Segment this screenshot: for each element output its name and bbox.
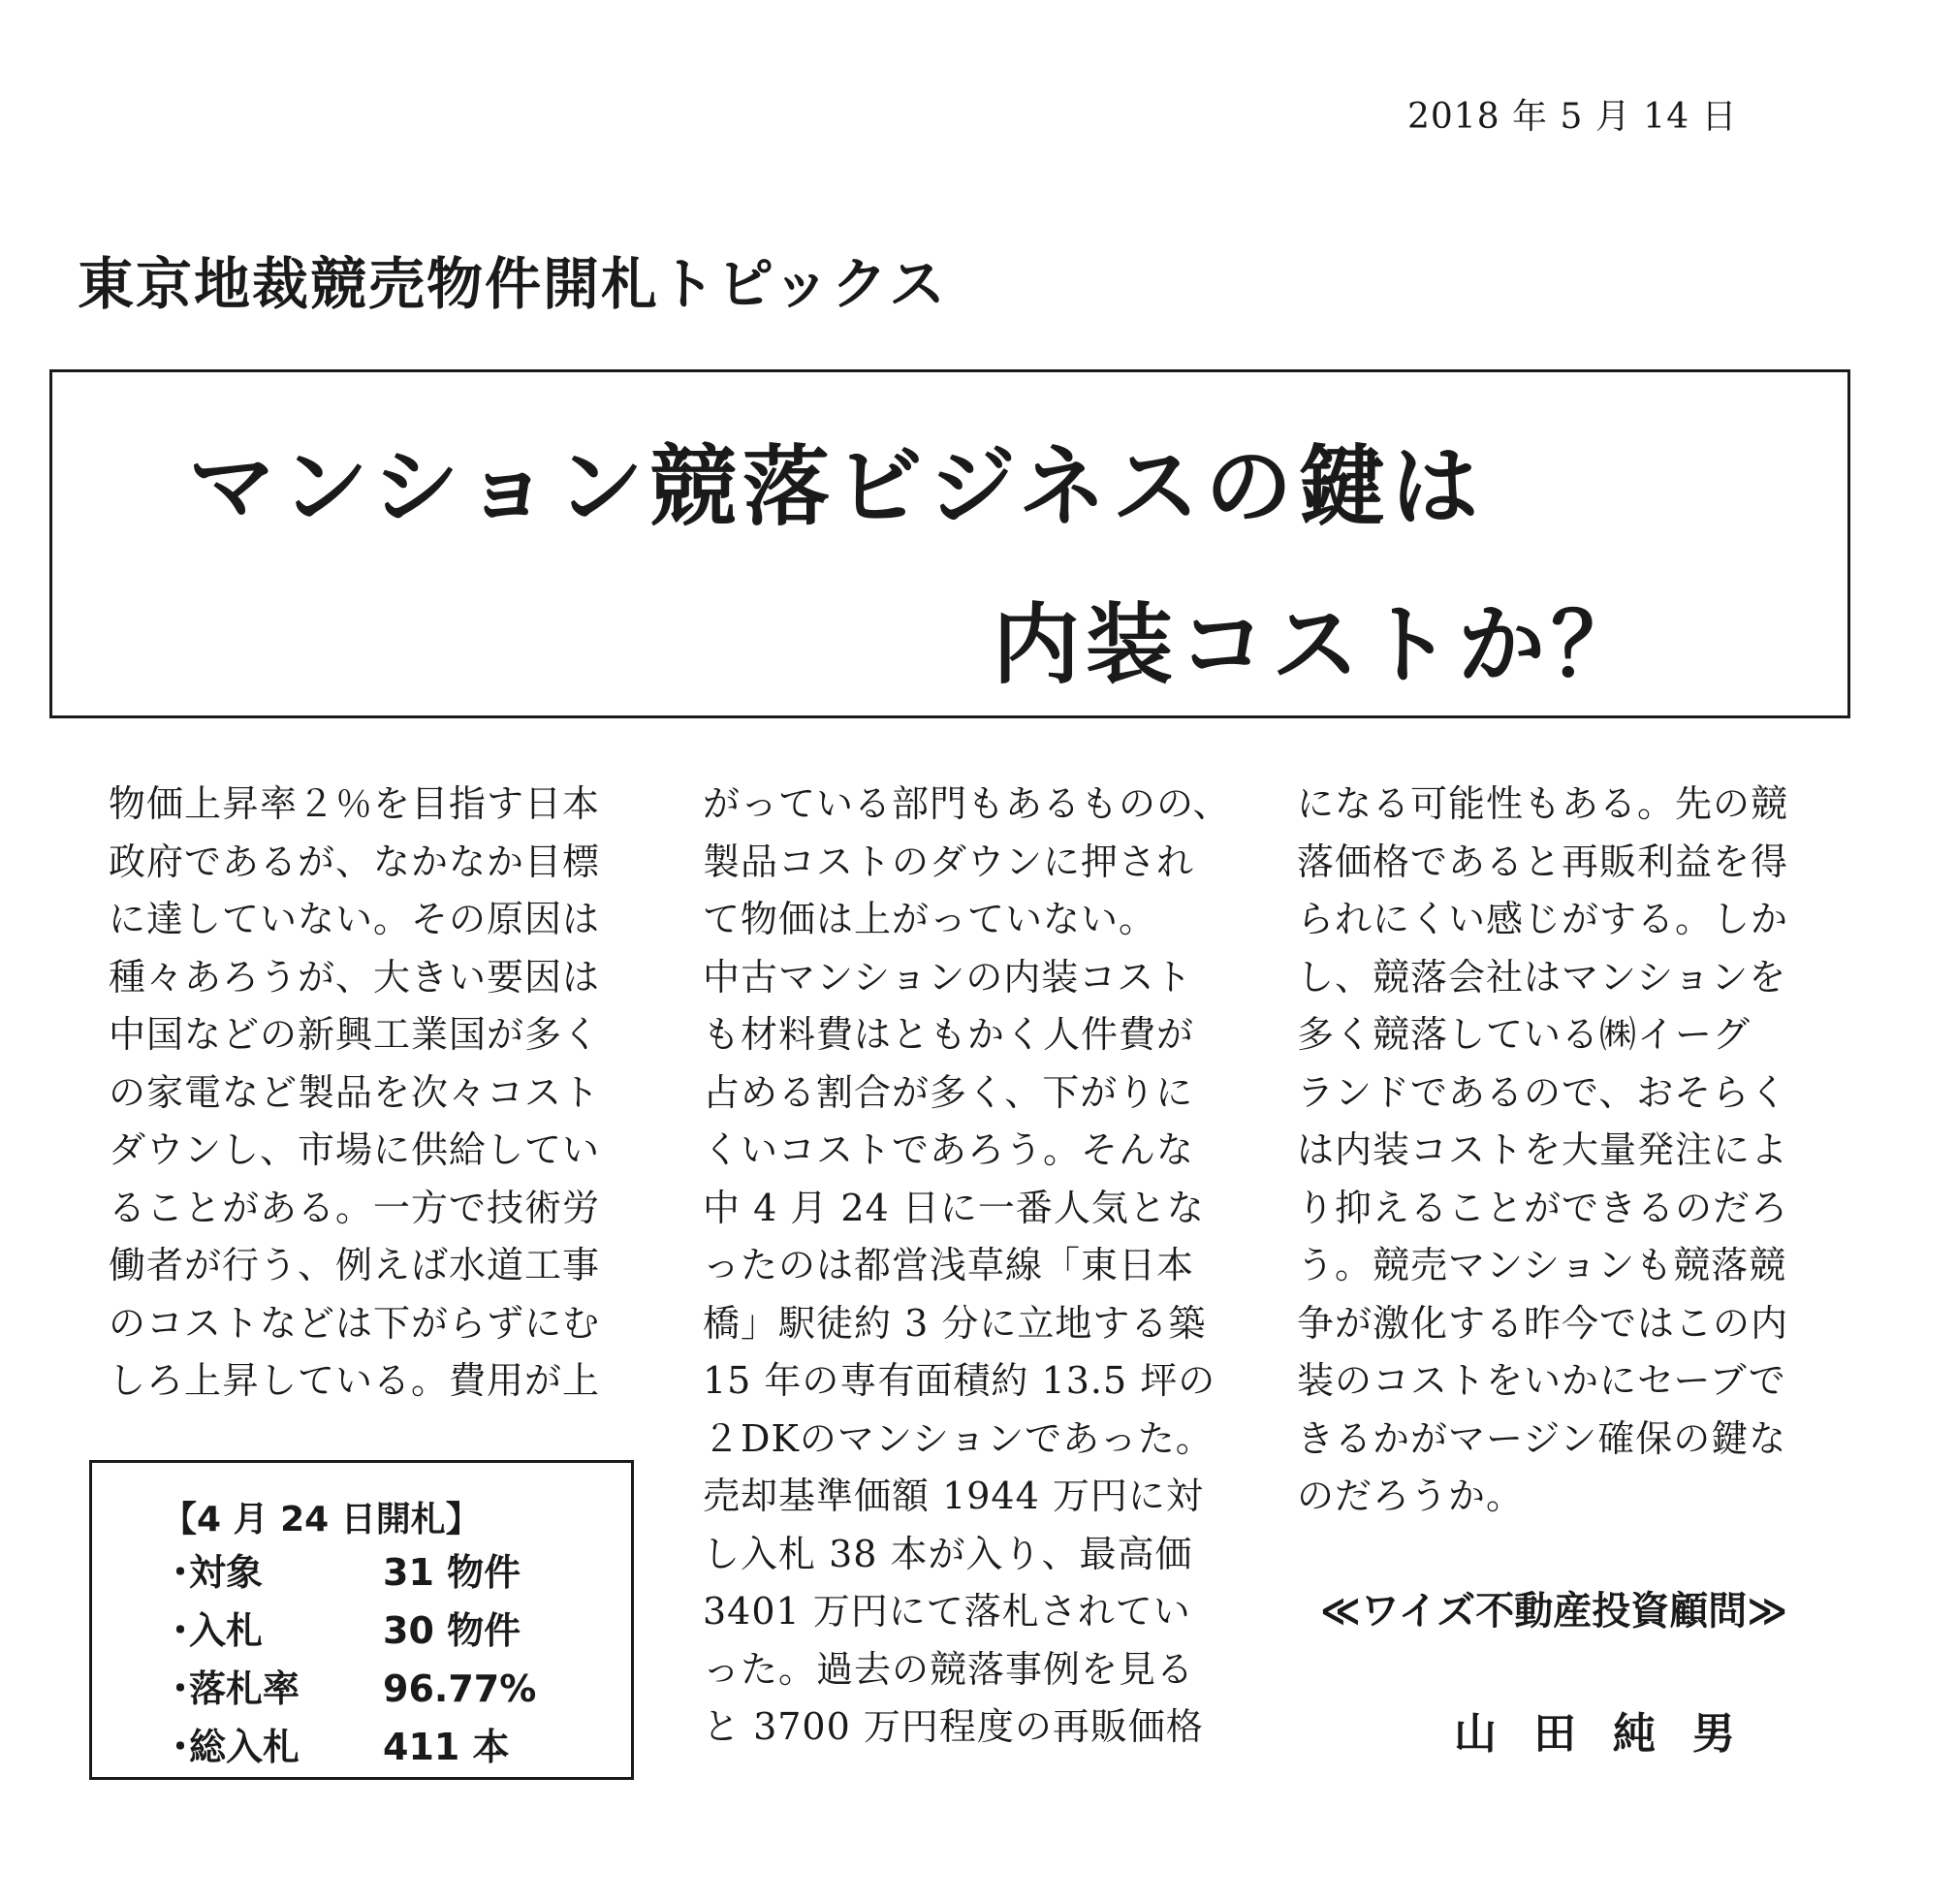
bid-row-value: 31 物件: [383, 1551, 521, 1594]
article-column-3: [1297, 776, 1840, 1526]
column-line: ダウンし、市場に供給してい: [109, 1128, 601, 1171]
column-line: 中 4 月 24 日に一番人気とな: [703, 1186, 1205, 1229]
column-line: 争が激化する昨今ではこの内: [1297, 1301, 1789, 1345]
column-line: と 3700 万円程度の再販価格: [703, 1705, 1204, 1748]
column-line: になる可能性もある。先の競: [1297, 782, 1789, 825]
bid-row-label: 総入札: [189, 1726, 300, 1768]
column-line: 占める割合が多く、下がりに: [703, 1070, 1194, 1114]
column-line: ２DKのマンションであった。: [703, 1416, 1214, 1460]
publication-date: 2018 年 5 月 14 日: [1407, 97, 1738, 137]
column-line: 多く競落している㈱イーグ: [1297, 1013, 1752, 1056]
column-line: がっている部門もあるものの、: [703, 782, 1231, 825]
author-name: 山田純男: [1454, 1709, 1772, 1759]
article-column-1: [109, 776, 651, 1411]
column-line: 種々あろうが、大きい要因は: [109, 955, 601, 999]
column-line: し、競落会社はマンションを: [1297, 955, 1787, 999]
column-line: の家電など製品を次々コスト: [109, 1070, 601, 1114]
company-name: ≪ワイズ不動産投資顧問≫: [1320, 1589, 1788, 1634]
headline-box: [49, 369, 1850, 718]
column-line: 売却基準価額 1944 万円に対: [703, 1475, 1204, 1517]
column-line: も材料費はともかく人件費が: [703, 1013, 1195, 1056]
bid-row-label: 入札: [189, 1609, 264, 1652]
bid-row-value: 411 本: [383, 1726, 510, 1768]
headline-line-1: マンション競落ビジネスの鍵は: [188, 436, 1485, 538]
bullet: ・: [162, 1551, 200, 1594]
column-line: 橋」駅徒約 3 分に立地する築: [703, 1301, 1207, 1345]
bid-summary-row: [162, 1603, 521, 1659]
column-line: った。過去の競落事例を見る: [703, 1647, 1195, 1691]
bid-summary-box: [89, 1460, 634, 1780]
section-heading: 東京地裁競売物件開札トピックス: [78, 251, 948, 317]
bid-row-label: 対象: [189, 1551, 264, 1594]
column-line: ることがある。一方で技術労: [109, 1186, 601, 1229]
column-line: う。競売マンションも競落競: [1297, 1244, 1787, 1286]
headline-line-2: 内装コストか？: [993, 594, 1644, 696]
column-line: 15 年の専有面積約 13.5 坪の: [703, 1359, 1216, 1402]
column-line: しろ上昇している。費用が上: [109, 1359, 601, 1402]
bid-summary-row: [162, 1661, 536, 1717]
column-line: 政府であるが、なかなか目標: [109, 840, 601, 883]
bid-summary-row: [162, 1544, 521, 1601]
column-line: 装のコストをいかにセーブで: [1297, 1359, 1786, 1402]
column-line: 物価上昇率２％を目指す日本: [109, 782, 601, 825]
article-column-2: [703, 776, 1246, 1757]
column-line: は内装コストを大量発注によ: [1297, 1128, 1789, 1171]
column-line: ったのは都営浅草線「東日本: [703, 1244, 1195, 1286]
bullet: ・: [162, 1726, 200, 1768]
column-line: ランドであるので、おそらく: [1297, 1070, 1788, 1114]
column-line: のコストなどは下がらずにむ: [109, 1301, 601, 1345]
bid-summary-title: 【4 月 24 日開札】: [162, 1500, 481, 1539]
column-line: 製品コストのダウンに押され: [703, 840, 1195, 883]
column-line: きるかがマージン確保の鍵な: [1297, 1416, 1787, 1460]
bid-summary-row: [162, 1719, 510, 1775]
column-line: 落価格であると再販利益を得: [1297, 840, 1789, 883]
column-line: 働者が行う、例えば水道工事: [109, 1244, 601, 1286]
column-line: 3401 万円にて落札されてい: [703, 1590, 1191, 1633]
column-line: し入札 38 本が入り、最高価: [703, 1532, 1193, 1575]
bid-row-value: 96.77%: [383, 1667, 537, 1710]
bullet: ・: [162, 1667, 200, 1710]
bid-row-label: 落札率: [189, 1667, 300, 1710]
column-line: くいコストであろう。そんな: [703, 1128, 1195, 1171]
column-line: のだろうか。: [1297, 1475, 1525, 1517]
bid-row-value: 30 物件: [383, 1609, 521, 1652]
column-line: に達していない。その原因は: [109, 898, 601, 940]
column-line: り抑えることができるのだろ: [1297, 1186, 1789, 1229]
column-line: 中古マンションの内装コスト: [703, 955, 1193, 999]
column-line: て物価は上がっていない。: [703, 898, 1157, 940]
bullet: ・: [162, 1609, 200, 1652]
column-line: 中国などの新興工業国が多く: [109, 1013, 601, 1056]
column-line: られにくい感じがする。しか: [1297, 898, 1789, 940]
